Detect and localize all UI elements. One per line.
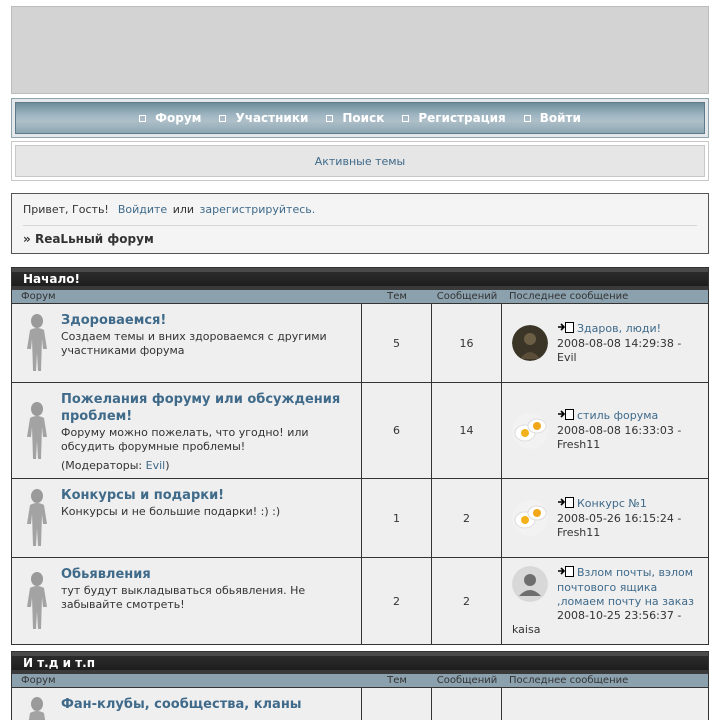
nav-forum-label: Форум	[155, 111, 202, 125]
last-post-cell	[502, 558, 708, 644]
forum-description: Форуму можно пожелать, что угодно! или обсудить форумные проблемы!	[61, 426, 309, 453]
login-link[interactable]: Войдите	[117, 203, 168, 216]
last-post-date: 2008-08-08 16:33:03 -	[557, 424, 682, 437]
active-topics-box	[15, 145, 705, 177]
category-title[interactable]: Начало!	[12, 268, 708, 290]
forum-cell	[12, 688, 362, 720]
last-post-link[interactable]: Взлом почты, вэлом почтового ящика ,ломаем почту на заказ	[557, 566, 694, 608]
last-post-user: Fresh11	[557, 438, 601, 451]
post-count: 2	[432, 479, 502, 557]
bullet-icon	[326, 115, 333, 122]
moderators-suffix: )	[165, 459, 170, 472]
last-post-cell	[502, 383, 708, 478]
moderators-prefix: (Модераторы:	[61, 459, 143, 472]
forum-cell	[12, 558, 362, 644]
forum-title[interactable]: Здороваемся!	[61, 313, 167, 328]
moderator-link[interactable]: Evil	[145, 459, 166, 472]
post-count	[432, 688, 502, 720]
topic-count: 1	[362, 479, 432, 557]
avatar[interactable]	[512, 566, 548, 602]
or-text: или	[172, 203, 195, 216]
last-post-date: 2008-08-08 14:29:38 -	[557, 336, 682, 350]
col-last-post: Последнее сообщение	[509, 675, 629, 686]
last-post-icon[interactable]	[557, 409, 574, 424]
bullet-icon	[402, 115, 409, 122]
nav-members-label: Участники	[235, 111, 309, 125]
topic-count	[362, 688, 432, 720]
topic-count: 5	[362, 304, 432, 382]
forum-description: Конкурсы и не большие подарки! :) :)	[61, 505, 281, 518]
col-last-post: Последнее сообщение	[509, 291, 629, 302]
col-posts: Сообщений	[436, 291, 498, 302]
last-post-user: Evil	[557, 350, 577, 364]
welcome-panel	[11, 193, 709, 254]
last-post-cell	[502, 688, 708, 720]
forum-status-icon	[23, 391, 51, 470]
forum-title[interactable]: Пожелания форуму или обсуждения проблем!	[61, 392, 341, 424]
avatar[interactable]	[512, 413, 548, 449]
navbar	[15, 102, 705, 134]
header-banner	[11, 6, 709, 94]
forum-cell	[12, 383, 362, 478]
last-post-link[interactable]: Здаров, люди!	[577, 321, 662, 335]
forum-cell	[12, 304, 362, 382]
last-post-link[interactable]: стиль форума	[577, 409, 659, 422]
topic-count: 6	[362, 383, 432, 478]
greeting-text: Привет, Гость!	[23, 203, 109, 216]
nav-search-label: Поиск	[342, 111, 385, 125]
last-post-icon[interactable]	[557, 322, 574, 337]
moderators	[61, 459, 351, 472]
col-topics: Тем	[387, 291, 407, 302]
forum-description: Создаем темы и вних здороваемся с другими участниками форума	[61, 330, 327, 357]
forum-title[interactable]: Фан-клубы, сообщества, кланы	[61, 697, 302, 712]
nav-register-label: Регистрация	[418, 111, 506, 125]
breadcrumb	[23, 232, 697, 246]
nav-login-label: Войти	[539, 111, 581, 125]
forum-status-icon	[23, 487, 51, 549]
last-post-user: Fresh11	[557, 525, 601, 539]
register-link[interactable]: зарегистрируйтесь.	[199, 203, 316, 216]
last-post-icon[interactable]	[557, 497, 574, 512]
forum-description: тут будут выкладываться обьявления. Не забывайте смотреть!	[61, 584, 306, 611]
bullet-icon	[524, 115, 531, 122]
active-topics-link[interactable]: Активные темы	[314, 154, 406, 168]
forum-title[interactable]: Обьявления	[61, 567, 151, 582]
avatar[interactable]	[512, 500, 548, 536]
forum-row	[12, 478, 708, 557]
divider	[23, 225, 697, 226]
col-forum: Форум	[21, 291, 56, 302]
post-count: 16	[432, 304, 502, 382]
last-post-icon[interactable]	[557, 566, 574, 581]
forum-status-icon	[23, 696, 51, 720]
forum-title[interactable]: Конкурсы и подарки!	[61, 488, 225, 503]
main-navigation	[11, 98, 709, 138]
forum-row	[12, 687, 708, 720]
forum-row	[12, 557, 708, 644]
col-topics: Тем	[387, 675, 407, 686]
avatar[interactable]	[512, 325, 548, 361]
welcome-line	[23, 203, 697, 216]
nav-search[interactable]	[326, 111, 384, 125]
last-post-date: 2008-10-25 23:56:37 -	[557, 609, 682, 622]
nav-forum[interactable]	[139, 111, 201, 125]
last-post-user: kaisa	[512, 623, 541, 636]
column-header	[12, 290, 708, 303]
forum-status-icon	[23, 312, 51, 374]
nav-login[interactable]	[524, 111, 581, 125]
col-posts: Сообщений	[436, 675, 498, 686]
category-block	[11, 267, 709, 645]
last-post-link[interactable]: Конкурс №1	[577, 496, 647, 510]
nav-members[interactable]	[219, 111, 308, 125]
nav-register[interactable]	[402, 111, 505, 125]
post-count: 14	[432, 383, 502, 478]
last-post-cell	[502, 479, 708, 557]
last-post-cell	[502, 304, 708, 382]
bullet-icon	[219, 115, 226, 122]
active-topics-panel	[11, 141, 709, 181]
forum-name: ReaLьный форум	[34, 232, 154, 246]
forum-cell	[12, 479, 362, 557]
column-header	[12, 674, 708, 687]
forum-status-icon	[23, 566, 51, 636]
last-post-date: 2008-05-26 16:15:24 -	[557, 511, 682, 525]
category-title[interactable]: И т.д и т.п	[12, 652, 708, 674]
bullet-icon	[139, 115, 146, 122]
breadcrumb-arrow: »	[23, 232, 31, 246]
category-block	[11, 651, 709, 720]
post-count: 2	[432, 558, 502, 644]
topic-count: 2	[362, 558, 432, 644]
col-forum: Форум	[21, 675, 56, 686]
forum-row	[12, 303, 708, 382]
forum-row	[12, 382, 708, 478]
